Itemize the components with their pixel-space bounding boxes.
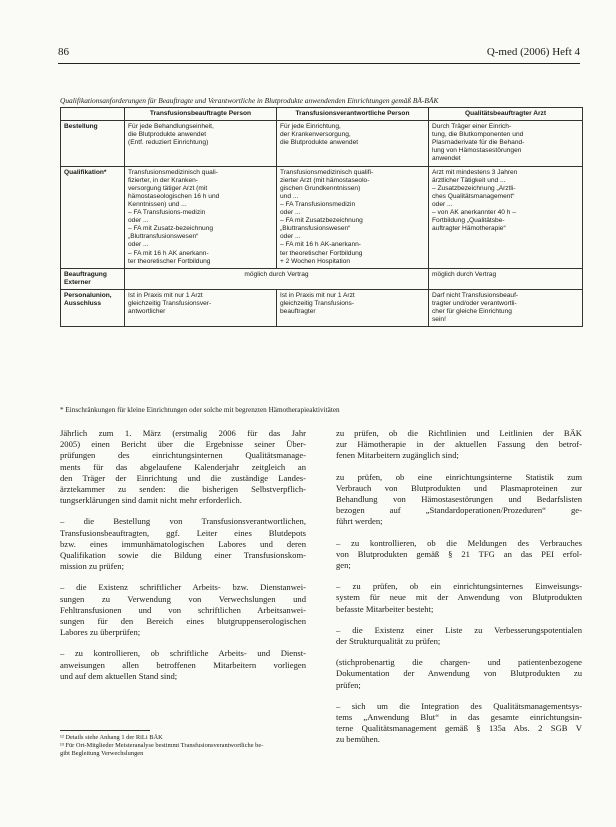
paragraph [60, 582, 306, 638]
text-line: anweisungen allen betroffenen Mitarbeitern vorliegen [60, 659, 306, 670]
column-header: Qualitätsbeauftragter Arzt [429, 108, 583, 121]
text-line: antwortlicher [128, 308, 166, 316]
text-line: Darf nicht Transfusionsbeauf- [432, 291, 519, 299]
text-line: Für jede Einrichtung, [280, 123, 341, 131]
text-line: gleichzeitig Transfusionsver- [128, 299, 212, 307]
text-line: sein! [432, 316, 446, 324]
text-line: prüfungen des einrichtungsinternen Qualitätsmanage- [60, 450, 306, 461]
table-row [61, 289, 583, 326]
table-cell [125, 166, 277, 268]
text-line: tung, die Blutkomponenten und [432, 131, 524, 139]
footnote-line: gibt Begleitung Verwechslungen [60, 750, 144, 757]
text-line: Ist in Praxis mit nur 1 Arzt [280, 291, 355, 299]
paragraph [336, 581, 582, 615]
table-cell [429, 121, 583, 166]
row-label [61, 268, 125, 289]
text-line: Behandlung von Hämostasestörungen und Bedarfslisten [336, 494, 582, 505]
footnotes [60, 734, 306, 758]
text-line: Beauftragung [64, 270, 107, 278]
row-label [61, 121, 125, 166]
text-line: und auf dem aktuellen Stand sind; [60, 670, 178, 681]
text-line: – FA mit 16 h ÄK anerkann- [128, 249, 209, 257]
text-line: Arzt mit mindestens 3 Jahren [432, 168, 518, 176]
paragraph [60, 428, 306, 506]
text-line: Labores zu überprüfen; [60, 627, 141, 638]
text-line: Kenntnissen) und ... [128, 200, 187, 208]
text-line: gleichzeitig Transfusions- [280, 299, 355, 307]
text-line: – FA Transfusions-medizin [128, 209, 206, 217]
paragraph [60, 648, 306, 682]
text-line: zu prüfen, ob die Richtlinien und Leitlinien der BÄK [336, 428, 582, 438]
table-row [61, 268, 583, 289]
text-line: Ist in Praxis mit nur 1 Arzt [128, 291, 203, 299]
text-line: terne Qualitätsmanagement gemäß § 135a Abs. 2 SGB V [336, 723, 582, 734]
page-header [58, 46, 580, 62]
text-line: – zu kontrollieren, ob schriftliche Arbeits- und Dienst- [60, 648, 306, 659]
text-line: führt werden; [336, 516, 383, 527]
text-line: ärztekammer zu senden: die bisherigen Selbstverpflich- [60, 484, 306, 495]
table-cell [125, 121, 277, 166]
text-line: Für jede Behandlungseinheit, [128, 123, 214, 131]
text-line: „Bluttransfusionswesen“ [280, 225, 351, 233]
table-cell [429, 268, 583, 289]
page-number: 86 [58, 46, 69, 58]
text-line: gen; [336, 560, 351, 571]
text-line: – FA mit Zusatzbezeichnung [280, 217, 363, 225]
text-line: zur Hämotherapie in der aktuellen Fassung den betrof- [336, 439, 582, 450]
text-line: – zu kontrollieren, ob die Meldungen des Verbrauches [336, 537, 582, 548]
table-caption: Qualifikationsanforderungen für Beauftragte und Verantwortliche in Blutprodukte anwendenden Einrichtungen gemäß BÄ-BÄK [60, 96, 439, 105]
text-line: bezogen auf „Standardoperationen/Prozeduren“ ge- [336, 505, 582, 516]
text-line: von Blutprodukten gemäß § 21 TFG an das PEI erfol- [336, 548, 582, 559]
table-cell [277, 289, 429, 326]
text-line: Ausschluss [64, 299, 102, 307]
text-line: – FA mit 16 h ÄK-anerkann- [280, 241, 361, 249]
row-label [61, 289, 125, 326]
text-line: die Blutprodukte anwendet [280, 139, 359, 147]
text-line: Qualifikation* [64, 168, 107, 176]
table-cell [125, 268, 429, 289]
text-line: ments für das abgelaufene Kalenderjahr zeitgleich an [60, 461, 306, 472]
text-line: auftragter Hämotherapie“ [432, 225, 506, 233]
text-line: möglich durch Vertrag [244, 270, 309, 278]
left-text-column [60, 428, 306, 692]
text-line: tungserklärungen sind damit nicht mehr erforderlich. [60, 495, 242, 506]
row-label [61, 166, 125, 268]
text-line: gischen Grundkenntnissen) [280, 184, 361, 192]
text-line: oder ... [280, 209, 301, 217]
text-line: hämostaseologischen 16 h und [128, 192, 220, 200]
text-line: lung von Hämostasestörungen [432, 147, 522, 155]
text-line: und ... [280, 192, 299, 200]
text-line: tragter und/oder verantwortli- [432, 299, 517, 307]
text-line: sungen für den Bereich eines blutgruppenserologischen [60, 616, 306, 627]
text-line: zu prüfen, ob eine einrichtungsinterne Statistik zum [336, 471, 582, 482]
column-header [61, 108, 125, 121]
header-rule [58, 63, 580, 64]
text-line: sungen zu Verwendung von Verwechslungen und [60, 593, 306, 604]
text-line: tems „Anwendung Blut“ in das gesamte einrichtungsin- [336, 712, 582, 723]
right-text-column [336, 428, 582, 756]
text-line: fizierter, in der Kranken- [128, 176, 198, 184]
text-line: (Entf. reduziert Einrichtung) [128, 139, 209, 147]
text-line: oder ... [280, 233, 301, 241]
text-line: oder ... [128, 241, 149, 249]
text-line: möglich durch Vertrag [432, 270, 497, 278]
paragraph [336, 625, 582, 647]
text-line: ärztlicher Tätigkeit und ... [432, 176, 506, 184]
footnote-line: ¹³ Für Ort-Mitglieder Meisteranalyse bestimmt Transfusionsverantwortliche be- [60, 742, 264, 749]
text-line: fenen Mitarbeitern zugänglich sind; [336, 450, 459, 461]
text-line: „Bluttransfusionswesen“ [128, 233, 199, 241]
paragraph [336, 472, 582, 528]
text-line: versorgung tätiger Arzt (mit [128, 184, 208, 192]
text-line: Transfusionsmedizinisch quali- [128, 168, 218, 176]
text-line: cher für gleiche Einrichtung [432, 308, 512, 316]
text-line: zu bemühen. [336, 734, 380, 745]
text-line: Dokumentation der Anwendung von Blutprodukten zu [336, 668, 582, 679]
paragraph [60, 516, 306, 572]
text-line: – FA mit Zusatz-bezeichnung [128, 225, 214, 233]
footnote-line: ¹² Details siehe Anhang 1 der RiLi BÄK [60, 734, 163, 741]
table-cell [125, 289, 277, 326]
paragraph [336, 538, 582, 572]
table-row [61, 166, 583, 268]
text-line: den Träger der Einrichtung und die zuständige Landes- [60, 472, 306, 483]
text-line: Qualifikation sowie die Bildung einer Transfusionskom- [60, 550, 306, 561]
paragraph [336, 657, 582, 691]
table-footnote: * Einschränkungen für kleine Einrichtungen oder solche mit begrenzten Hämotherapieaktivitäten [60, 406, 340, 414]
text-line: Jährlich zum 1. März (erstmalig 2006 für das Jahr [60, 428, 306, 438]
text-line: – die Existenz einer Liste zu Verbesserungspotentialen [336, 624, 582, 635]
text-line: – FA Transfusionsmedizin [280, 200, 356, 208]
text-line: – Zusatzbezeichnung „Ärztli- [432, 184, 516, 192]
text-line: mission zu prüfen; [60, 561, 124, 572]
column-header: Transfusionsbeauftragte Person [125, 108, 277, 121]
text-line: Durch Träger einer Einrich- [432, 123, 512, 131]
text-line: – die Bestellung von Transfusionsverantwortlichen, [60, 516, 306, 527]
text-line: Plasmaderivate für die Behand- [432, 139, 525, 147]
text-line: anwendet [432, 155, 461, 163]
text-line: Fehltransfusionen und von schriftlichen Arbeitsanwei- [60, 604, 306, 615]
text-line: ter theoretischer Fortbildung [280, 249, 363, 257]
paragraph [336, 701, 582, 746]
text-line: der Krankenversorgung, [280, 131, 351, 139]
text-line: Transfusionsmedizinisch qualifi- [280, 168, 374, 176]
text-line: oder ... [128, 217, 149, 225]
text-line: der Strukturqualität zu prüfen; [336, 636, 441, 647]
text-line: zierter Arzt (mit hämostaseolo- [280, 176, 370, 184]
table-row [61, 121, 583, 166]
text-line: Transfusionsbeauftragten, ggf. Leiter eines Blutdepots [60, 527, 306, 538]
table-cell [429, 289, 583, 326]
table-header-row [61, 108, 583, 121]
text-line: system für neue mit der Anwendung von Blutprodukten [336, 592, 582, 603]
text-line: – zu prüfen, ob ein einrichtungsinternes Einweisungs- [336, 581, 582, 592]
text-line: ter theoretischer Fortbildung [128, 257, 211, 265]
text-line: Externer [64, 278, 91, 286]
qualification-table [60, 107, 583, 327]
text-line: – die Existenz schriftlicher Arbeits- bzw. Dienstanwei- [60, 582, 306, 593]
text-line: (stichprobenartig die chargen- und patientenbezogene [336, 657, 582, 668]
text-line: Personalunion, [64, 291, 112, 299]
footnote-rule [60, 730, 150, 731]
text-line: ches Qualitätsmanagement“ [432, 192, 515, 200]
table-cell [429, 166, 583, 268]
paragraph [336, 428, 582, 462]
text-line: – von ÄK anerkannter 40 h – [432, 209, 516, 217]
text-line: 2005) einen Bericht über die Ergebnisse seiner Über- [60, 439, 306, 450]
column-header: Transfusionsverantwortliche Person [277, 108, 429, 121]
text-line: bzw. eines immunhämatologischen Labores und deren [60, 538, 306, 549]
text-line: Verbrauch von Blutprodukten und Plasmaproteinen zur [336, 482, 582, 493]
text-line: beauftragter [280, 308, 316, 316]
text-line: Fortbildung „Qualitätsbe- [432, 217, 505, 225]
text-line: – sich um die Integration des Qualitätsmanagementsys- [336, 700, 582, 711]
table-cell [277, 166, 429, 268]
text-line: die Blutprodukte anwendet [128, 131, 207, 139]
text-line: Bestellung [64, 123, 98, 131]
text-line: prüfen; [336, 679, 361, 690]
text-line: oder ... [432, 200, 453, 208]
text-line: befasste Mitarbeiter besteht; [336, 603, 434, 614]
table-cell [277, 121, 429, 166]
journal-reference: Q-med (2006) Heft 4 [486, 46, 580, 58]
text-line: + 2 Wochen Hospitation [280, 257, 351, 265]
